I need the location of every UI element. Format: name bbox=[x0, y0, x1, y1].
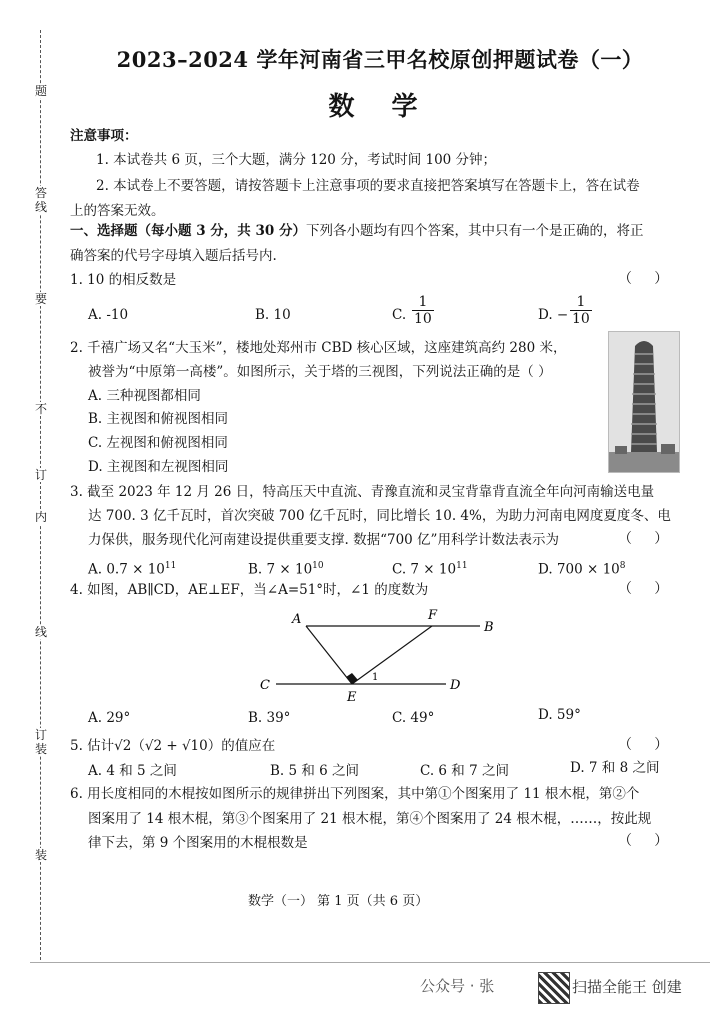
q4-option-a: A. 29° bbox=[88, 710, 131, 726]
binding-margin-char: 订 bbox=[34, 728, 47, 742]
q1-option-d-prefix: D. − bbox=[538, 307, 569, 323]
binding-margin-char: 订 bbox=[34, 468, 47, 482]
q5-option-c: C. 6 和 7 之间 bbox=[420, 763, 509, 779]
q1-c-numerator: 1 bbox=[418, 294, 428, 310]
q6-answer-paren: （ ） bbox=[618, 833, 669, 849]
q3-stem-line2: 达 700. 3 亿千瓦时，首次突破 700 亿千瓦时，同比增长 10. 4%，为助力河南电网度夏度冬、电 bbox=[88, 508, 671, 524]
label-c: C bbox=[260, 678, 270, 693]
q6-line3: 律下去，第 9 个图案用的木棍根数是 bbox=[88, 835, 308, 851]
segment-ae bbox=[306, 626, 352, 684]
binding-margin-char: 装 bbox=[34, 848, 47, 862]
right-angle-mark bbox=[346, 673, 358, 684]
q3-d-exp: 8 bbox=[619, 561, 626, 571]
binding-margin-char: 线 bbox=[34, 200, 47, 214]
q4-option-c: C. 49° bbox=[392, 710, 435, 726]
q5-answer-paren: （ ） bbox=[618, 737, 669, 753]
binding-margin-char: 线 bbox=[34, 625, 47, 639]
scanner-logo-icon bbox=[538, 972, 570, 1004]
q1-option-c-fraction bbox=[412, 294, 434, 327]
q6-line1: 6. 用长度相同的木棍按如图所示的规律拼出下列图案，其中第①个图案用了 11 根木棍，第②个 bbox=[70, 786, 640, 802]
q3-c-exp: 11 bbox=[456, 561, 468, 571]
subject-title: 数 学 bbox=[328, 92, 432, 122]
q3-c-base: C. 7 × 10 bbox=[392, 561, 457, 578]
q3-a-exp: 11 bbox=[164, 561, 177, 571]
q3-answer-paren: （ ） bbox=[618, 531, 669, 547]
label-d: D bbox=[450, 678, 461, 693]
label-a: A bbox=[292, 612, 302, 627]
q3-b-exp: 10 bbox=[312, 561, 324, 571]
q3-stem-line1: 3. 截至 2023 年 12 月 26 日，特高压天中直流、青豫直流和灵宝背靠背直流全年向河南输送电量 bbox=[70, 484, 655, 500]
label-f: F bbox=[428, 608, 438, 623]
q2-option-b: B. 主视图和俯视图相同 bbox=[88, 411, 229, 427]
q1-option-a: A. -10 bbox=[88, 307, 129, 323]
q2-stem-line2: 被誉为“中原第一高楼”。如图所示，关于塔的三视图，下列说法正确的是（ ） bbox=[88, 364, 552, 380]
q3-option-c bbox=[392, 557, 468, 579]
notice-line-1: 1. 本试卷共 6 页，三个大题，满分 120 分，考试时间 100 分钟； bbox=[96, 152, 497, 168]
q4-answer-paren: （ ） bbox=[618, 581, 669, 597]
q3-d-base: D. 700 × 10 bbox=[538, 561, 620, 578]
segment-ef bbox=[352, 626, 432, 684]
q1-option-d-fraction bbox=[570, 294, 592, 327]
q4-option-b: B. 39° bbox=[248, 710, 291, 726]
q5-stem bbox=[70, 737, 275, 755]
section1-heading: 一、选择题（每小题 3 分，共 30 分） bbox=[70, 223, 306, 239]
notice-line-3: 上的答案无效。 bbox=[70, 203, 165, 219]
q3-stem-line3: 力保供，服务现代化河南建设提供重要支撑. 数据“700 亿”用科学计数法表示为 bbox=[88, 532, 559, 548]
q5-option-d: D. 7 和 8 之间 bbox=[570, 760, 660, 776]
q1-d-numerator: 1 bbox=[576, 294, 586, 310]
q2-option-d: D. 主视图和左视图相同 bbox=[88, 459, 229, 475]
q3-a-base: A. 0.7 × 10 bbox=[88, 561, 165, 578]
exam-title: 2023–2024 学年河南省三甲名校原创押题试卷（一） bbox=[116, 47, 644, 72]
binding-margin-char: 题 bbox=[34, 84, 47, 98]
notice-line-2: 2. 本试卷上不要答题，请按答题卡上注意事项的要求直接把答案填写在答题卡上，答在试卷 bbox=[96, 178, 640, 194]
label-b: B bbox=[484, 620, 494, 635]
q5-stem-suffix: 的值应在 bbox=[221, 738, 276, 754]
q4-option-d: D. 59° bbox=[538, 707, 581, 723]
watermark-account: 公众号 · 张 bbox=[420, 977, 495, 995]
q1-option-c-prefix: C. bbox=[392, 307, 407, 323]
section1-intro-text: 下列各小题均有四个答案，其中只有一个是正确的，将正 bbox=[305, 223, 644, 239]
footer-page-info: 数学（一） 第 1 页（共 6 页） bbox=[248, 894, 429, 909]
label-e: E bbox=[347, 690, 357, 705]
tower-photo bbox=[608, 331, 680, 473]
q4-geometry-figure bbox=[250, 604, 520, 708]
q3-option-b bbox=[248, 557, 324, 579]
q5-option-a: A. 4 和 5 之间 bbox=[88, 763, 177, 779]
q5-stem-math: √2（√2 + √10） bbox=[114, 738, 222, 754]
binding-line bbox=[40, 30, 41, 960]
q3-option-d bbox=[538, 557, 626, 579]
binding-margin-char: 内 bbox=[34, 510, 47, 524]
tower-image bbox=[609, 332, 679, 472]
q1-answer-paren: （ ） bbox=[618, 271, 669, 287]
notice-heading: 注意事项： bbox=[70, 128, 138, 144]
binding-margin-char: 要 bbox=[34, 292, 47, 306]
q1-stem: 1. 10 的相反数是 bbox=[70, 272, 177, 288]
binding-margin-char: 答 bbox=[34, 186, 47, 200]
label-angle-1: 1 bbox=[372, 672, 379, 683]
q4-stem: 4. 如图，AB∥CD，AE⊥EF，当∠A=51°时，∠1 的度数为 bbox=[70, 582, 429, 598]
binding-margin-char: 装 bbox=[34, 742, 47, 756]
binding-margin-char: 不 bbox=[34, 402, 47, 416]
section1-intro bbox=[70, 222, 643, 240]
q1-option-b: B. 10 bbox=[255, 307, 291, 323]
q5-option-b: B. 5 和 6 之间 bbox=[270, 763, 360, 779]
q6-line2: 图案用了 14 根木棍，第③个图案用了 21 根木棍，第④个图案用了 24 根木棍，……，按此规 bbox=[88, 811, 652, 827]
q5-stem-prefix: 5. 估计 bbox=[70, 738, 115, 754]
bottom-rule bbox=[30, 962, 710, 963]
q2-option-c: C. 左视图和俯视图相同 bbox=[88, 435, 228, 451]
q3-option-a bbox=[88, 557, 176, 579]
watermark-app: 扫描全能王 创建 bbox=[572, 978, 682, 996]
q2-stem-line1: 2. 千禧广场又名“大玉米”，楼地处郑州市 CBD 核心区域，这座建筑高约 280 米， bbox=[70, 340, 567, 356]
q2-option-a: A. 三种视图都相同 bbox=[88, 388, 201, 404]
q3-b-base: B. 7 × 10 bbox=[248, 561, 313, 578]
section1-intro-line2: 确答案的代号字母填入题后括号内. bbox=[70, 248, 277, 264]
q1-c-denominator: 10 bbox=[414, 311, 432, 327]
q1-d-denominator: 10 bbox=[572, 311, 590, 327]
